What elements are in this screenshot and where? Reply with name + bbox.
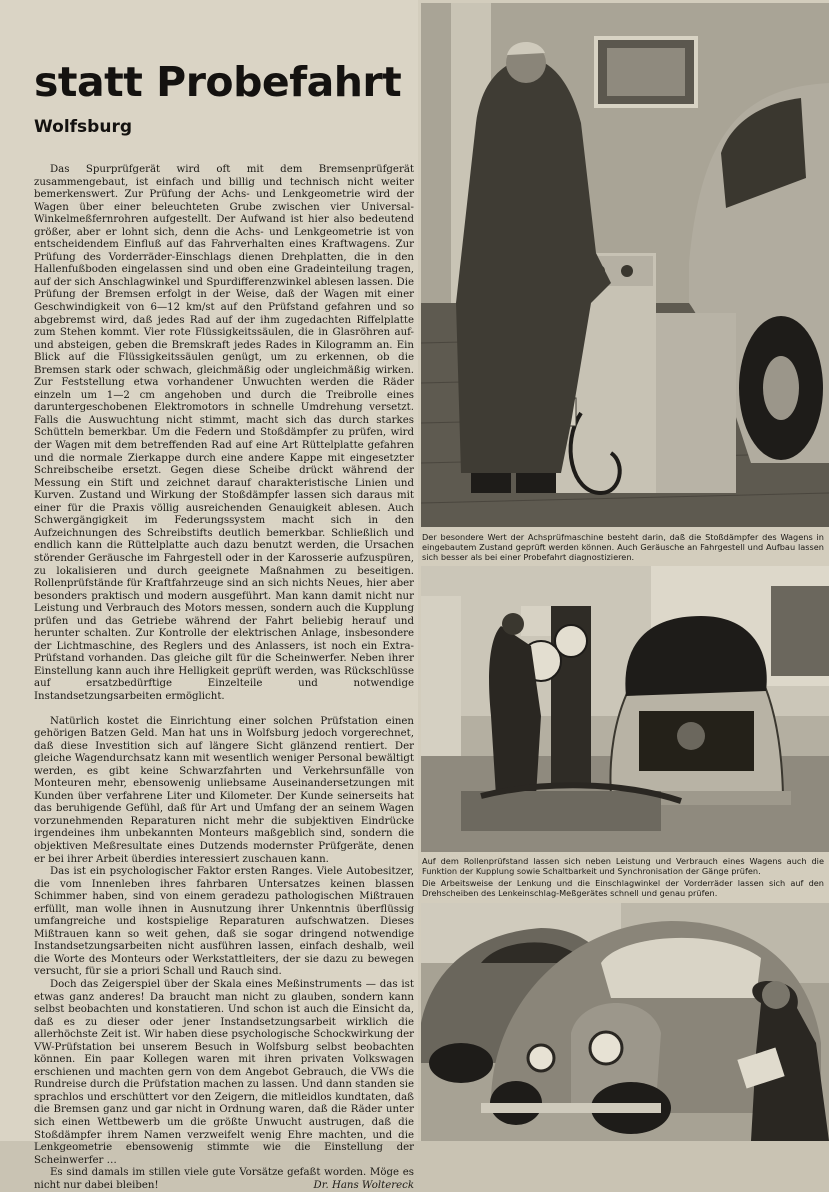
caption-photo-3 — [422, 878, 824, 898]
caption-photo-2-text: Auf dem Rollenprüfstand lassen sich neben Leistung und Verbrauch eines Wagens auch die Funktion der Kupplung sowie Schaltbarkeit und Synchronisation der Gänge prüfen. — [422, 856, 824, 877]
paragraph-3: Das ist ein psychologischer Faktor ersten Ranges. Viele Autobesitzer, die vom Innenleben ihres fahrbaren Untersatzes keinen blassen Schimmer haben, sind von einem geradezu pathologischen Mißtrauen erfüllt, man wolle ihnen in Ausnutzung ihrer Unkenntnis überflüssig umfangreiche und kostspielige Reparaturen aufschwatzen. Dieses Mißtrauen kann so weit gehen, daß sie sogar dringend notwendige Instandsetzungsarbeiten nicht ausführen lassen, einfach deshalb, weil die Worte des Monteurs oder Werkstattleiters, der sie dazu zu bewegen versucht, für sie a priori Schall und Rauch sind. — [34, 866, 414, 978]
author-signature: Dr. Hans Woltereck — [313, 1179, 414, 1191]
caption-photo-3-text: Die Arbeitsweise der Lenkung und die Einschlagwinkel der Vorderräder lassen sich auf den Drehscheiben des Lenkeinschlag-Meßgerätes schnell und genau prüfen. — [422, 878, 824, 899]
paragraph-1: Das Spurprüfgerät wird oft mit dem Bremsenprüfgerät zusammengebaut, ist einfach und billig und technisch nicht weiter bemerkenswert. Zur Prüfung der Achs- und Lenkgeometrie wird der Wagen über einer beleuchteten Grube zwischen vier Universal-Winkelmeßfernrohren aufgestellt. Der Aufwand ist hier also bedeutend größer, aber er lohnt sich, denn die Achs- und Lenkgeometrie ist von entscheidendem Einfluß auf das Fahrverhalten eines Kraftwagens. Zur Prüfung des Vorderräder-Einschlags dienen Drehplatten, die in den Hallenfußboden eingelassen sind und oben eine Gradeinteilung tragen, auf der sich Anschlagwinkel und Spurdifferenzwinkel ablesen lassen. Die Prüfung der Bremsen erfolgt in der Weise, daß der Wagen mit einer Geschwindigkeit von 6—12 km/st auf den Prüfstand gefahren und so abgebremst wird, daß jedes Rad auf der ihm zugedachten Riffelplatte zum Stehen kommt. Vier rote Flüssigkeitssäulen, die in Glasröhren auf- und absteigen, geben die Bremskraft jedes Rades in Kilogramm an. Ein Blick auf die Flüssigkeitssäulen genügt, um zu erkennen, ob die Bremsen stark oder schwach, gleichmäßig oder ungleichmäßig wirken. Zur Feststellung etwa vorhandener Unwuchten werden die Räder einzeln um 1—2 cm angehoben und durch die Treibrolle eines daruntergeschobenen Elektromotors in schnelle Umdrehung versetzt. Falls die Auswuchtung nicht stimmt, macht sich das durch starkes Schütteln bemerkbar. Um die Federn und Stoßdämpfer zu prüfen, wird der Wagen mit dem betreffenden Rad auf eine Art Rüttelplatte gefahren und die normale Zierkappe durch eine andere Kappe mit eingesetzter Schreibscheibe ersetzt. Gegen diese Scheibe drückt während der Messung ein Stift und zeichnet darauf charakteristische Linien und Kurven. Zustand und Wirkung der Stoßdämpfer lassen sich daraus mit einer für die Praxis völlig ausreichenden Genauigkeit ablesen. Auch Schwergängigkeit im Federungssystem macht sich in den Aufzeichnungen des Schreibstifts deutlich bemerkbar. Schließlich und endlich kann die Rüttelplatte auch dazu benutzt werden, die Ursachen störender Geräusche im Fahrgestell oder in der Karosserie aufzuspüren, zu lokalisieren und durch geeignete Maßnahmen zu beseitigen. Rollenprüfstände für Kraftfahrzeuge sind an sich nichts Neues, hier aber besonders praktisch und modern ausgeführt. Man kann damit nicht nur Leistung und Verbrauch des Motors messen, sondern auch die Kupplung prüfen und das Getriebe während der Fahrt beliebig herauf und herunter schalten. Zur Kontrolle der elektrischen Anlage, insbesondere der Lichtmaschine, des Reglers und des Anlassers, ist noch ein Extra-Prüfstand vorhanden. Das gleiche gilt für die Scheinwerfer. Neben ihrer Einstellung kann auch ihre Helligkeit geprüft werden, was Rückschlüsse auf ersatzbedürftige Einzelteile und notwendige Instandsetzungsarbeiten ermöglicht. — [34, 164, 414, 702]
paragraph-2: Natürlich kostet die Einrichtung einer solchen Prüfstation einen gehörigen Batzen Geld. Man hat uns in Wolfsburg jedoch vorgerechnet, daß diese Investition sich auf längere Sicht glänzend rentiert. Der gleiche Wagendurchsatz kann mit wesentlich weniger Personal bewältigt werden, es gibt keine Schwarzfahrten und Verkehrsunfälle von Monteuren mehr, ebensowenig unliebsame Auseinandersetzungen mit Kunden über verfahrene Liter und Kilometer. Der Kunde seinerseits hat das beruhigende Gefühl, daß für Art und Umfang der an seinem Wagen vorzunehmenden Reparaturen nicht mehr die subjektiven Eindrücke irgendeines ihm unbekannten Monteurs maßgeblich sind, sondern die objektiven Meßresultate eines Dutzends modernster Prüfgeräte, denen er bei ihrer Arbeit überdies interessiert zuschauen kann. — [34, 715, 414, 865]
paragraph-4: Doch das Zeigerspiel über der Skala eines Meßinstruments — das ist etwas ganz anderes! Da braucht man nicht zu glauben, sondern kann selbst beobachten und konstatieren. Und schon ist auch die Einsicht da, daß es zu dieser oder jener Instandsetzungsarbeit wirklich die allerhöchste Zeit ist. Wir haben diese psychologische Schockwirkung der VW-Prüfstation bei unserem Besuch in Wolfsburg selbst beobachten können. Ein paar Kollegen waren mit ihren privaten Volkswagen erschienen und machten gern von dem Angebot Gebrauch, die VWs die Rundreise durch die Prüfstation machen zu lassen. Und dann standen sie sprachlos und erschüttert vor den Zeigern, die mitleidlos kundtaten, daß die Bremsen ganz und gar nicht in Ordnung waren, daß die Räder unter sich einen Wettbewerb um die größte Unwucht austrugen, daß die Stoßdämpfer ihrem Namen verzweifelt wenig Ehre machten, und die Lenkgeometrie ebensowenig stimmte wie die Einstellung der Scheinwerfer … — [34, 979, 414, 1166]
photo-column — [418, 0, 829, 1141]
article-body — [34, 164, 414, 1192]
dateline: Wolfsburg — [34, 117, 132, 137]
photo-axle-test-machine — [421, 3, 829, 527]
caption-photo-2 — [422, 856, 824, 876]
caption-photo-1-text: Der besondere Wert der Achsprüfmaschine besteht darin, daß die Stoßdämpfer des Wagens in eingebautem Zustand geprüft werden können. Auch Geräusche an Fahrgestell und Aufbau lassen sich besser als bei einer Probefahrt diagnostizieren. — [422, 532, 824, 563]
photo-steering-turntables — [421, 903, 829, 1141]
caption-photo-1 — [422, 532, 824, 563]
headline: statt Probefahrt — [34, 58, 402, 106]
photo-roller-test-bench — [421, 566, 829, 852]
paragraph-5: Es sind damals im stillen viele gute Vorsätze gefaßt worden. Möge es nicht nur dabei bleiben! — [34, 1167, 414, 1191]
